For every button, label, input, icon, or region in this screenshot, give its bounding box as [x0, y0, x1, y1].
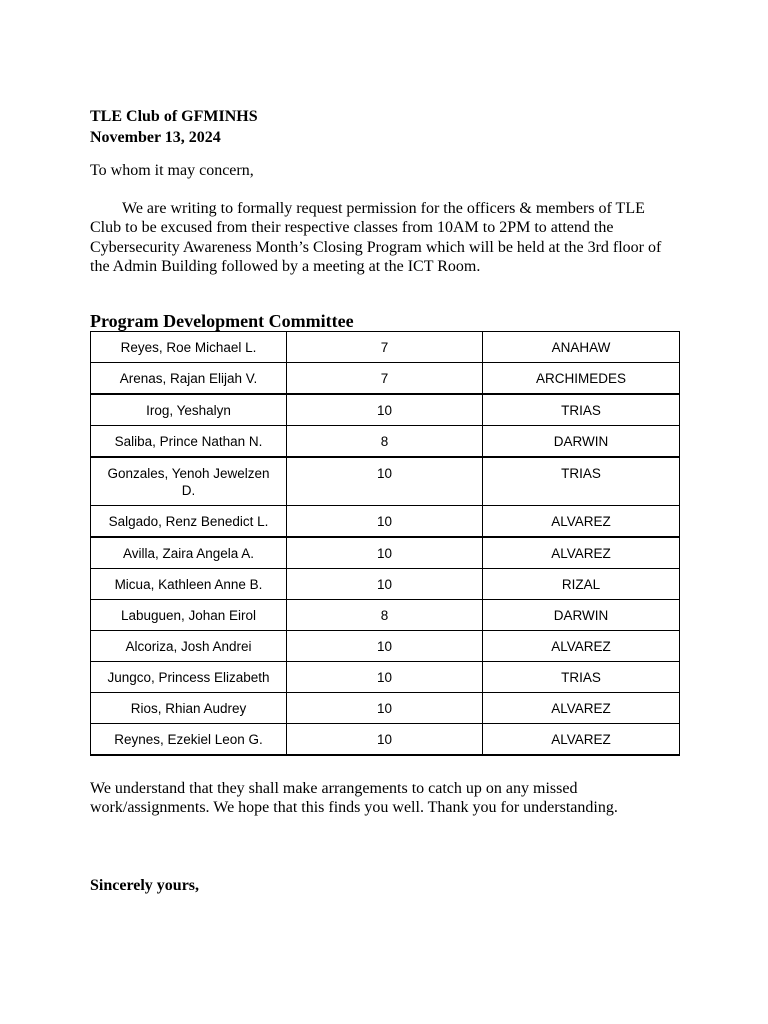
member-section: ALVAREZ [483, 724, 680, 756]
member-grade: 10 [287, 662, 483, 693]
member-name: Salgado, Renz Benedict L. [91, 506, 287, 538]
body-line: Cybersecurity Awareness Month’s Closing Program which will be held at the 3rd floor of [90, 239, 662, 256]
body-line: Club to be excused from their respective classes from 10AM to 2PM to attend the [90, 219, 614, 236]
member-section: TRIAS [483, 394, 680, 426]
letter-date: November 13, 2024 [90, 129, 221, 146]
salutation: To whom it may concern, [90, 162, 254, 179]
member-section: ALVAREZ [483, 631, 680, 662]
organization-name: TLE Club of GFMINHS [90, 108, 258, 125]
member-grade: 7 [287, 332, 483, 363]
member-name: Gonzales, Yenoh Jewelzen D. [91, 457, 287, 506]
table-row [91, 506, 680, 538]
member-section: DARWIN [483, 426, 680, 458]
closing-line: We understand that they shall make arrangements to catch up on any missed [90, 780, 578, 797]
body-line: the Admin Building followed by a meeting at the ICT Room. [90, 258, 481, 275]
table-row [91, 569, 680, 600]
member-name: Reyes, Roe Michael L. [91, 332, 287, 363]
member-name: Alcoriza, Josh Andrei [91, 631, 287, 662]
member-name: Rios, Rhian Audrey [91, 693, 287, 724]
member-grade: 10 [287, 506, 483, 538]
member-grade: 10 [287, 631, 483, 662]
member-name: Labuguen, Johan Eirol [91, 600, 287, 631]
member-name: Jungco, Princess Elizabeth [91, 662, 287, 693]
table-row [91, 631, 680, 662]
members-table [90, 331, 680, 756]
member-grade: 8 [287, 426, 483, 458]
table-row [91, 724, 680, 756]
signoff: Sincerely yours, [90, 877, 200, 894]
closing-line: work/assignments. We hope that this finds you well. Thank you for understanding. [90, 799, 618, 816]
member-section: ANAHAW [483, 332, 680, 363]
member-grade: 8 [287, 600, 483, 631]
table-row [91, 363, 680, 395]
member-name: Irog, Yeshalyn [91, 394, 287, 426]
member-grade: 10 [287, 724, 483, 756]
table-row [91, 332, 680, 363]
table-row [91, 426, 680, 458]
member-section: RIZAL [483, 569, 680, 600]
table-row [91, 693, 680, 724]
member-section: DARWIN [483, 600, 680, 631]
committee-title: Program Development Committee [90, 311, 354, 331]
member-name: Avilla, Zaira Angela A. [91, 537, 287, 569]
table-row [91, 600, 680, 631]
member-name: Arenas, Rajan Elijah V. [91, 363, 287, 395]
member-name: Saliba, Prince Nathan N. [91, 426, 287, 458]
member-section: ALVAREZ [483, 537, 680, 569]
member-grade: 7 [287, 363, 483, 395]
body-line: We are writing to formally request permission for the officers & members of TLE [122, 200, 645, 217]
member-name: Micua, Kathleen Anne B. [91, 569, 287, 600]
member-section: ALVAREZ [483, 693, 680, 724]
member-section: ARCHIMEDES [483, 363, 680, 395]
table-row [91, 394, 680, 426]
member-section: TRIAS [483, 662, 680, 693]
member-section: ALVAREZ [483, 506, 680, 538]
member-grade: 10 [287, 569, 483, 600]
member-grade: 10 [287, 457, 483, 506]
table-row [91, 537, 680, 569]
member-name: Reynes, Ezekiel Leon G. [91, 724, 287, 756]
member-grade: 10 [287, 394, 483, 426]
member-grade: 10 [287, 693, 483, 724]
member-grade: 10 [287, 537, 483, 569]
member-section: TRIAS [483, 457, 680, 506]
table-row [91, 457, 680, 506]
table-row [91, 662, 680, 693]
